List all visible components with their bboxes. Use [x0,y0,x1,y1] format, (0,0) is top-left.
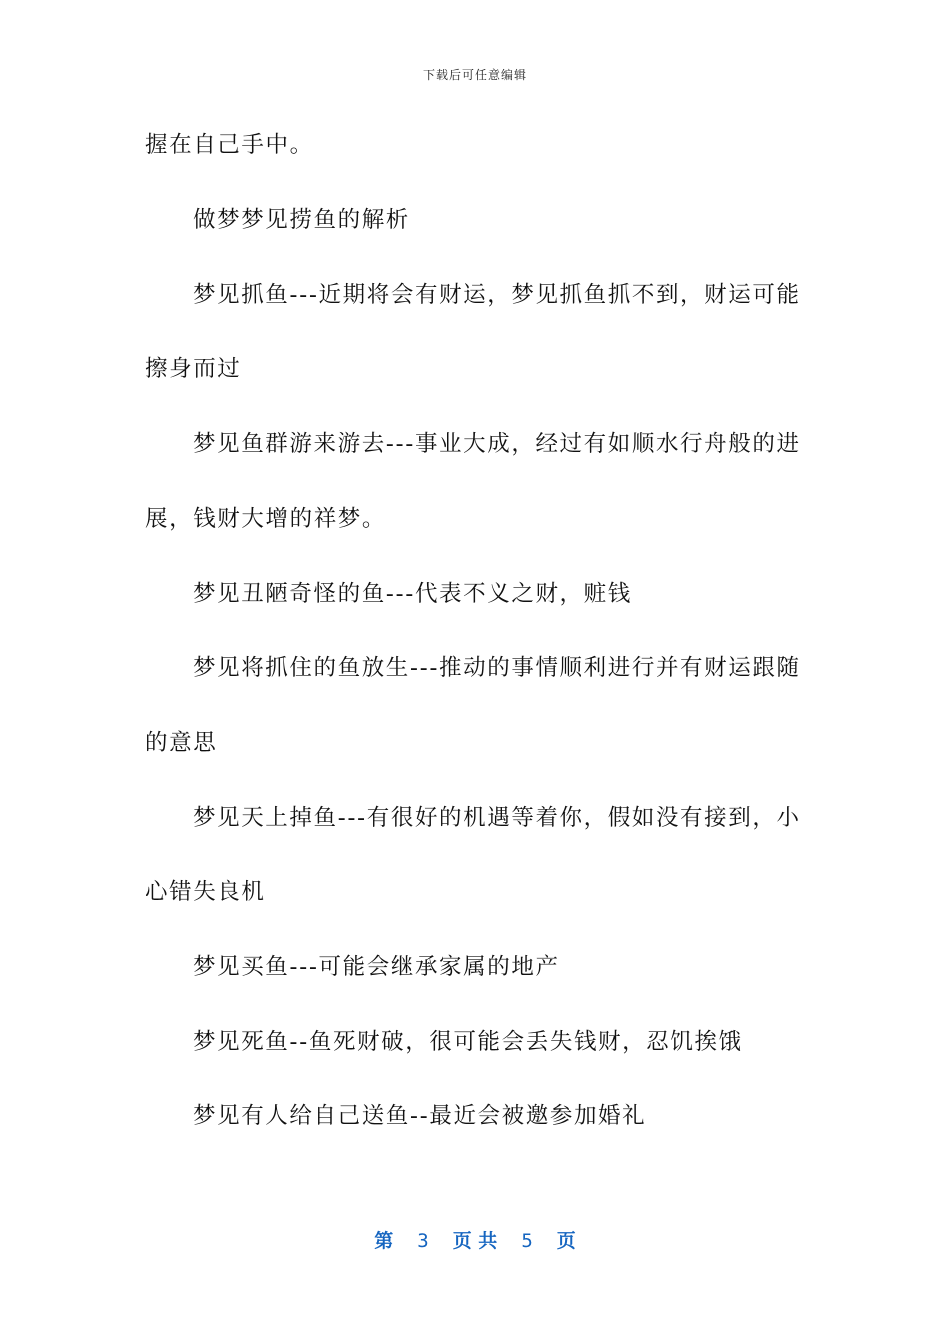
paragraph-line: 梦见死鱼--鱼死财破，很可能会丢失钱财，忍饥挨饿 [193,1029,743,1055]
paragraph-line: 展，钱财大增的祥梦。 [145,506,387,532]
paragraph-line: 梦见买鱼---可能会继承家属的地产 [193,954,560,980]
paragraph-line: 梦见将抓住的鱼放生---推动的事情顺利进行并有财运跟随 [193,655,801,681]
page-header-note: 下载后可任意编辑 [422,68,527,82]
paragraph-line: 握在自己手中。 [145,132,314,158]
page-number-footer [0,1226,950,1253]
paragraph-line: 梦见鱼群游来游去---事业大成，经过有如顺水行舟般的进 [193,431,801,457]
paragraph-line: 擦身而过 [145,356,242,382]
footer-suffix: 页 [556,1230,576,1252]
paragraph-line: 心错失良机 [145,879,266,905]
paragraph-line: 梦见天上掉鱼---有很好的机遇等着你，假如没有接到，小 [193,805,801,831]
section-heading: 做梦梦见捞鱼的解析 [193,207,410,233]
paragraph-line: 梦见丑陋奇怪的鱼---代表不义之财，赃钱 [193,581,632,607]
paragraph-line: 的意思 [145,730,218,756]
paragraph-line: 梦见抓鱼---近期将会有财运，梦见抓鱼抓不到，财运可能 [193,282,801,308]
footer-total-pages: 5 [521,1230,533,1252]
footer-current-page: 3 [417,1230,429,1252]
footer-middle: 页 共 [452,1230,498,1252]
footer-prefix: 第 [374,1230,394,1252]
paragraph-line: 梦见有人给自己送鱼--最近会被邀参加婚礼 [193,1103,647,1129]
